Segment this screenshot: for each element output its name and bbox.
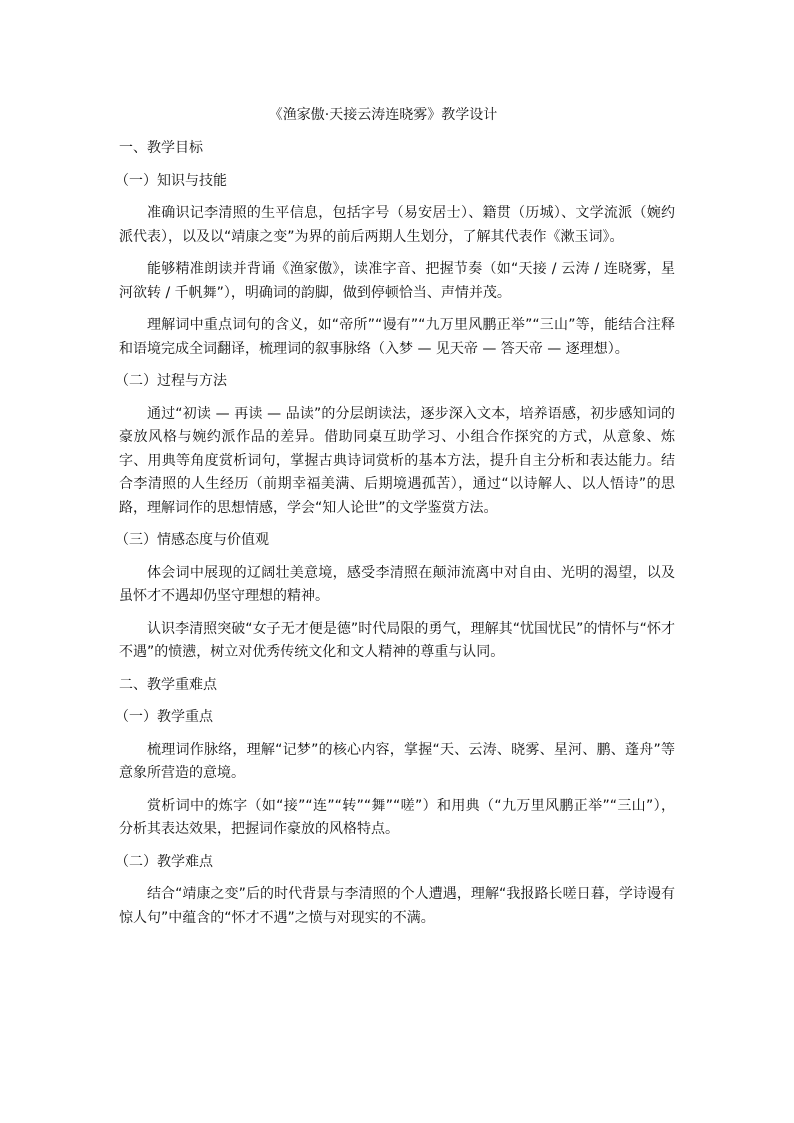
subsection-heading-emotion-values: （三）情感态度与价值观 xyxy=(115,532,269,548)
paragraph: 结合“靖康之变”后的时代背景与李清照的个人遭遇，理解“我报路长嗟日暮，学诗谩有惊人句”中蕴含的“怀才不遇”之愤与对现实的不满。 xyxy=(119,886,675,926)
subsection-heading-process-methods: （二）过程与方法 xyxy=(115,373,227,389)
paragraph: 能够精准朗读并背诵《渔家傲》，读准字音、把握节奏（如“天接 / 云涛 / 连晓雾，星河欲转 / 千帆舞”），明确词的韵脚，做到停顿恰当、声情并茂。 xyxy=(119,261,675,301)
document-body xyxy=(115,137,675,939)
subsection-heading-knowledge-skills: （一）知识与技能 xyxy=(115,172,227,189)
paragraph: 认识李清照突破“女子无才便是德”时代局限的勇气，理解其“忧国忧民”的情怀与“怀才不遇”的愤懑，树立对优秀传统文化和文人精神的尊重与认同。 xyxy=(119,620,675,660)
paragraph: 体会词中展现的辽阔壮美意境，感受李清照在颠沛流离中对自由、光明的渴望，以及虽怀才不遇却仍坚守理想的精神。 xyxy=(119,564,675,604)
paragraph: 梳理词作脉络，理解“记梦”的核心内容，掌握“天、云涛、晓雾、星河、鹏、蓬舟”等意象所营造的意境。 xyxy=(119,741,675,781)
paragraph: 理解词中重点词句的含义，如“帝所”“谩有”“九万里风鹏正举”“三山”等，能结合注释和语境完成全词翻译，梳理词的叙事脉络（入梦 — 见天帝 — 答天帝 — 逐理想）。 xyxy=(119,317,675,357)
document-title: 《渔家傲·天接云涛连晓雾》教学设计 xyxy=(268,107,498,123)
section-heading-objectives: 一、教学目标 xyxy=(119,140,203,156)
paragraph: 赏析词中的炼字（如“接”“连”“转”“舞”“嗟”）和用典（“九万里风鹏正举”“三山”），分析其表达效果，把握词作豪放的风格特点。 xyxy=(119,797,675,837)
subsection-heading-difficult-points: （二）教学难点 xyxy=(115,853,213,870)
paragraph: 准确识记李清照的生平信息，包括字号（易安居士）、籍贯（历城）、文学流派（婉约派代表），以及以“靖康之变”为界的前后两期人生划分，了解其代表作《漱玉词》。 xyxy=(119,205,675,245)
subsection-heading-key-points: （一）教学重点 xyxy=(115,709,213,725)
paragraph: 通过“初读 — 再读 — 品读”的分层朗读法，逐步深入文本，培养语感，初步感知词的豪放风格与婉约派作品的差异。借助同桌互助学习、小组合作探究的方式，从意象、炼字、用典等角度赏析词句，掌握古典诗词赏析的基本方法，提升自主分析和表达能力。结合李清照的人生经历（前期幸福美满、后期境遇孤苦），通过“以诗解人、以人悟诗”的思路，理解词作的思想情感，学会“知人论世”的文学鉴赏方法。 xyxy=(119,405,675,516)
section-heading-key-difficult-points: 二、教学重难点 xyxy=(119,676,217,693)
